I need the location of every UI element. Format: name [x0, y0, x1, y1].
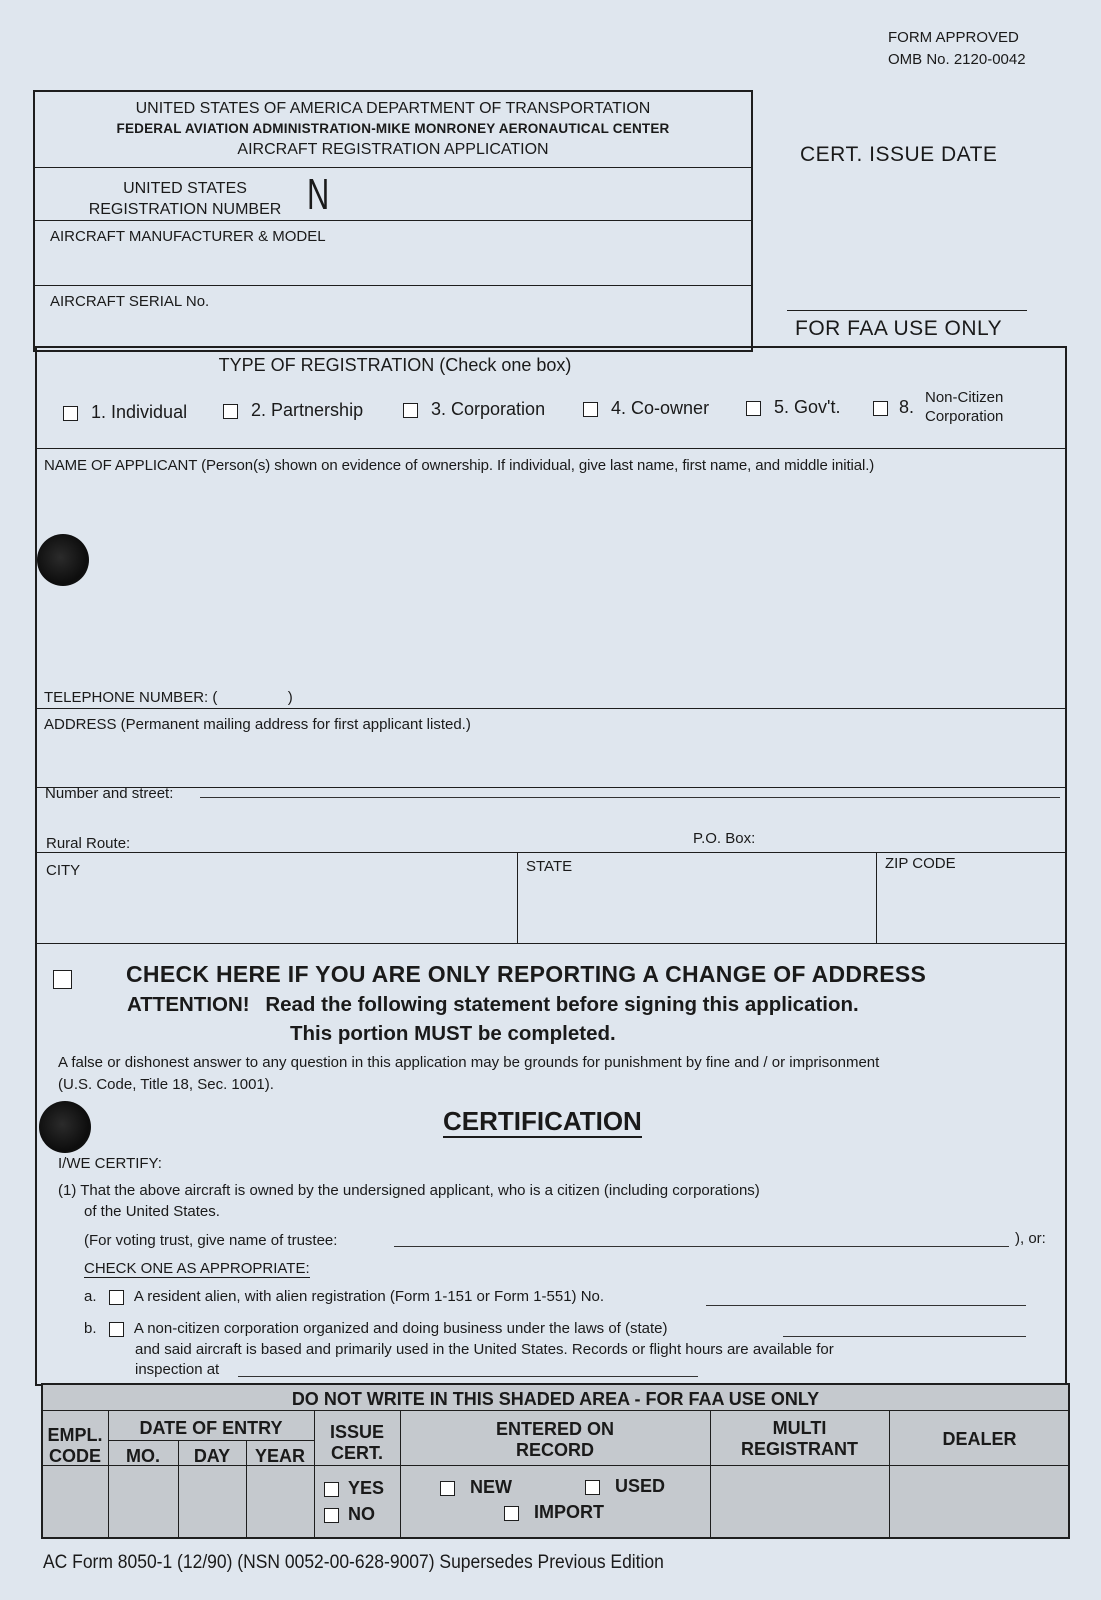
mo-header: MO.	[126, 1446, 160, 1466]
co-owner-checkbox[interactable]	[583, 402, 598, 417]
agency-header	[35, 98, 751, 160]
state-input[interactable]	[522, 880, 872, 940]
type-of-registration-title: TYPE OF REGISTRATION (Check one box)	[218, 355, 572, 375]
option-b-line3: inspection at	[135, 1361, 220, 1378]
govt-label: 5. Gov't.	[774, 397, 841, 417]
option-b-row	[84, 1320, 668, 1337]
applicant-name-label: NAME OF APPLICANT (Person(s) shown on evidence of ownership. If individual, give last name, first name, and middle initial.)	[44, 457, 875, 474]
multi-line1: MULTI	[772, 1418, 827, 1438]
issue-cert-header	[314, 1422, 400, 1464]
state-of-incorporation-line	[783, 1336, 1026, 1337]
partnership-label: 2. Partnership	[251, 400, 364, 420]
department-title: UNITED STATES OF AMERICA DEPARTMENT OF TRANSPORTATION	[135, 100, 651, 117]
empl-code-line1: EMPL.	[47, 1425, 103, 1445]
import-checkbox[interactable]	[504, 1506, 519, 1521]
item1-line1: (1) That the above aircraft is owned by the undersigned applicant, who is a citizen (including corporations)	[58, 1182, 760, 1199]
non-citizen-line2: Corporation	[925, 408, 1004, 425]
partnership-checkbox[interactable]	[223, 404, 238, 419]
manufacturer-input[interactable]	[40, 250, 745, 282]
warning-line2: (U.S. Code, Title 18, Sec. 1001).	[58, 1076, 274, 1093]
option-corporation[interactable]	[403, 399, 545, 420]
date-of-entry-header: DATE OF ENTRY	[139, 1418, 283, 1438]
no-checkbox[interactable]	[324, 1508, 339, 1523]
used-label: USED	[615, 1476, 666, 1496]
option-co-owner[interactable]	[583, 398, 709, 419]
reg-label-line2: REGISTRATION NUMBER	[88, 201, 282, 218]
state-label: STATE	[526, 858, 573, 875]
yes-checkbox[interactable]	[324, 1482, 339, 1497]
new-label: NEW	[470, 1477, 513, 1497]
import-label: IMPORT	[534, 1502, 605, 1522]
certification-title: CERTIFICATION	[443, 1106, 642, 1136]
registration-number-input[interactable]	[345, 172, 745, 216]
new-checkbox[interactable]	[440, 1481, 455, 1496]
non-citizen-corp-label	[925, 388, 1003, 426]
telephone-label: TELEPHONE NUMBER: (	[44, 689, 218, 706]
reg-label-line1: UNITED STATES	[123, 180, 247, 197]
type-of-registration-options	[63, 389, 1063, 434]
street-input[interactable]	[200, 775, 1060, 797]
dealer-header: DEALER	[942, 1429, 1017, 1449]
telephone-close: )	[287, 689, 293, 706]
form-approved-label: FORM APPROVED	[888, 29, 1019, 46]
non-citizen-corporation-checkbox[interactable]	[109, 1322, 124, 1337]
cert-issue-date: CERT. ISSUE DATE	[800, 143, 998, 166]
form-footer: AC Form 8050-1 (12/90) (NSN 0052-00-628-9007) Supersedes Previous Edition	[43, 1552, 664, 1573]
day-header: DAY	[193, 1446, 231, 1466]
attention-label: ATTENTION!	[127, 993, 250, 1016]
serial-label: AIRCRAFT SERIAL No.	[50, 293, 210, 310]
divider	[517, 852, 518, 944]
telephone-number-input[interactable]	[335, 683, 1055, 707]
warning-text	[58, 1052, 879, 1096]
registration-prefix: N	[307, 170, 330, 219]
entered-on-line2: RECORD	[515, 1440, 594, 1460]
used-checkbox[interactable]	[585, 1480, 600, 1495]
divider	[33, 167, 753, 168]
issue-cert-line1: ISSUE	[329, 1422, 385, 1442]
state-of-incorporation-input[interactable]	[783, 1316, 1026, 1336]
divider	[108, 1440, 314, 1441]
rural-route-input[interactable]	[150, 828, 680, 850]
divider	[33, 285, 753, 286]
yes-label: YES	[348, 1478, 385, 1498]
corporation-label: 3. Corporation	[431, 399, 546, 419]
individual-label: 1. Individual	[91, 402, 188, 422]
certification-item-1	[58, 1180, 760, 1222]
option-b-line2: and said aircraft is based and primarily used in the United States. Records or flight hours are available for	[135, 1341, 834, 1358]
po-box-input[interactable]	[770, 826, 1060, 848]
option-b-line1: A non-citizen corporation organized and doing business under the laws of (state)	[133, 1320, 668, 1337]
rural-route-label: Rural Route:	[46, 835, 131, 852]
street-line	[200, 797, 1060, 798]
change-of-address-label: CHECK HERE IF YOU ARE ONLY REPORTING A CHANGE OF ADDRESS	[126, 961, 927, 987]
year-header: YEAR	[254, 1446, 305, 1466]
govt-checkbox[interactable]	[746, 401, 761, 416]
divider	[876, 852, 877, 944]
punch-hole-top	[37, 534, 89, 586]
option-a-row	[84, 1288, 604, 1305]
city-input[interactable]	[42, 885, 512, 940]
option-a-prefix: a.	[84, 1288, 97, 1305]
omb-number: OMB No. 2120-0042	[888, 51, 1026, 68]
zip-label: ZIP CODE	[885, 855, 956, 872]
agency-subtitle: FEDERAL AVIATION ADMINISTRATION-MIKE MONRONEY AERONAUTICAL CENTER	[116, 121, 670, 136]
multi-line2: REGISTRANT	[741, 1439, 858, 1459]
entered-import[interactable]	[504, 1502, 604, 1523]
issue-cert-no[interactable]	[324, 1504, 375, 1525]
divider	[35, 787, 1067, 788]
serial-input[interactable]	[40, 315, 745, 347]
individual-checkbox[interactable]	[63, 406, 78, 421]
trustee-end: ), or:	[1015, 1230, 1046, 1247]
option-b-prefix: b.	[84, 1320, 97, 1337]
option-non-citizen-corp[interactable]	[873, 397, 914, 418]
city-label: CITY	[46, 862, 81, 879]
multi-registrant-header	[710, 1418, 889, 1460]
trustee-line	[394, 1246, 1009, 1247]
no-label: NO	[348, 1504, 376, 1524]
option-individual[interactable]	[63, 402, 187, 423]
empl-code-header	[42, 1425, 108, 1467]
entered-on-line1: ENTERED ON	[495, 1419, 614, 1439]
manufacturer-label: AIRCRAFT MANUFACTURER & MODEL	[50, 228, 326, 245]
po-box-label: P.O. Box:	[693, 830, 756, 847]
divider	[787, 310, 1027, 311]
entered-new[interactable]	[440, 1477, 512, 1498]
must-be-completed: This portion MUST be completed.	[290, 1022, 616, 1045]
attention-text: Read the following statement before signing this application.	[265, 993, 859, 1016]
cert-issue-date-area	[790, 175, 1030, 300]
option-govt[interactable]	[746, 397, 840, 418]
non-citizen-line1: Non-Citizen	[925, 389, 1004, 406]
item1-line2: of the United States.	[84, 1203, 220, 1220]
divider	[33, 220, 753, 221]
trustee-input[interactable]	[394, 1225, 1009, 1246]
divider	[35, 943, 1067, 944]
resident-alien-checkbox[interactable]	[109, 1290, 124, 1305]
non-citizen-corp-number: 8.	[899, 397, 915, 417]
entered-used[interactable]	[585, 1476, 665, 1497]
faa-use-only-label: FOR FAA USE ONLY	[795, 317, 1003, 340]
faa-area-title: DO NOT WRITE IN THIS SHADED AREA - FOR FAA USE ONLY	[291, 1389, 820, 1409]
attention-line	[127, 993, 859, 1017]
divider	[35, 448, 1067, 449]
street-label: Number and street:	[45, 785, 174, 802]
resident-alien-label: A resident alien, with alien registration (Form 1-151 or Form 1-551) No.	[133, 1288, 605, 1305]
form-approved	[888, 27, 1026, 71]
issue-cert-line2: CERT.	[330, 1443, 383, 1463]
inspection-location-input[interactable]	[238, 1358, 698, 1376]
non-citizen-corp-checkbox[interactable]	[873, 401, 888, 416]
alien-registration-line	[706, 1305, 1026, 1306]
alien-registration-input[interactable]	[706, 1284, 1026, 1305]
inspection-line	[238, 1376, 698, 1377]
telephone-row	[44, 689, 293, 706]
co-owner-label: 4. Co-owner	[611, 398, 710, 418]
form-title: AIRCRAFT REGISTRATION APPLICATION	[237, 141, 549, 158]
issue-cert-yes[interactable]	[324, 1478, 384, 1499]
applicant-name-input[interactable]	[95, 485, 1055, 675]
registration-number-label	[70, 178, 300, 220]
empl-code-line2: CODE	[48, 1446, 101, 1466]
divider	[41, 1410, 1070, 1411]
punch-hole-bottom	[39, 1101, 91, 1153]
zip-input[interactable]	[882, 878, 1062, 940]
corporation-checkbox[interactable]	[403, 403, 418, 418]
option-partnership[interactable]	[223, 400, 363, 421]
trustee-label: (For voting trust, give name of trustee:	[84, 1232, 338, 1249]
address-label: ADDRESS (Permanent mailing address for first applicant listed.)	[44, 716, 471, 733]
warning-line1: A false or dishonest answer to any question in this application may be grounds for punishment by fine and / or imprisonment	[58, 1054, 880, 1071]
change-of-address-checkbox[interactable]	[53, 970, 72, 989]
divider	[35, 852, 1067, 853]
divider	[35, 708, 1067, 709]
entered-on-record-header	[400, 1419, 710, 1461]
check-one-label: CHECK ONE AS APPROPRIATE:	[84, 1260, 310, 1277]
iwe-certify: I/WE CERTIFY:	[58, 1155, 162, 1172]
